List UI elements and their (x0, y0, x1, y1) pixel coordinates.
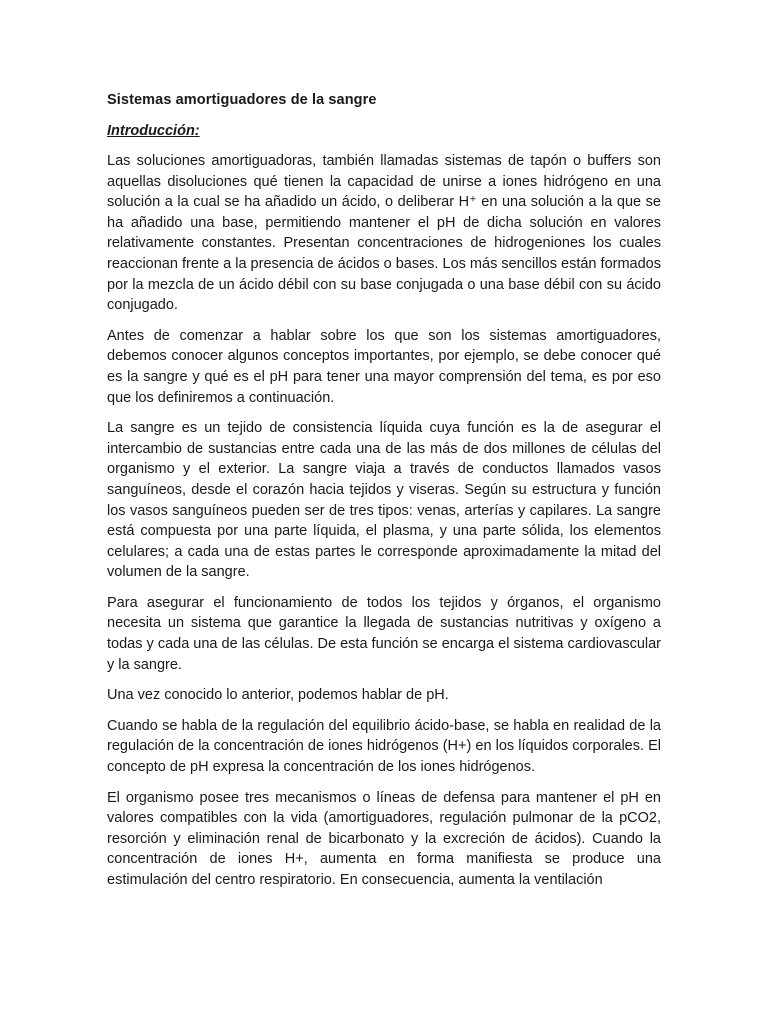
section-heading: Introducción: (107, 123, 200, 139)
document-title: Sistemas amortiguadores de la sangre (107, 92, 377, 108)
document-page (107, 90, 661, 891)
paragraph-6: Cuando se habla de la regulación del equilibrio ácido-base, se habla en realidad de la regulación de la concentración de iones hidrógenos (H+) en los líquidos corporales. El concepto de pH expresa la concentración de los iones hidrógenos. (107, 717, 661, 776)
paragraph-7: El organismo posee tres mecanismos o líneas de defensa para mantener el pH en valores compatibles con la vida (amortiguadores, regulación pulmonar de la pCO2, resorción y eliminación renal de bicarbonato y la excreción de ácidos). Cuando la concentración de iones H+, aumenta en forma manifiesta se produce una estimulación del centro respiratorio. En consecuencia, aumenta la ventilación (107, 789, 661, 888)
paragraph-4: Para asegurar el funcionamiento de todos los tejidos y órganos, el organismo necesita un sistema que garantice la llegada de sustancias nutritivas y oxígeno a todas y cada una de las células. De esta función se encarga el sistema cardiovascular y la sangre. (107, 594, 661, 673)
paragraph-2: Antes de comenzar a hablar sobre los que son los sistemas amortiguadores, debemos conocer algunos conceptos importantes, por ejemplo, se debe conocer qué es la sangre y qué es el pH para tener una mayor comprensión del tema, es por eso que los definiremos a continuación. (107, 327, 661, 406)
paragraph-1: Las soluciones amortiguadoras, también llamadas sistemas de tapón o buffers son aquellas disoluciones qué tienen la capacidad de unirse a iones hidrógeno en una solución a la cual se ha añadido un ácido, o deliberar H⁺ en una solución a la que se ha añadido una base, permitiendo mantener el pH de dicha solución en valores relativamente constantes. Presentan concentraciones de hidrogeniones los cuales reaccionan frente a la presencia de ácidos o bases. Los más sencillos están formados por la mezcla de un ácido débil con su base conjugada o una base débil con su ácido conjugado. (107, 153, 661, 314)
paragraph-3: La sangre es un tejido de consistencia líquida cuya función es la de asegurar el intercambio de sustancias entre cada una de las más de dos millones de células del organismo y el exterior. La sangre viaja a través de conductos llamados vasos sanguíneos, desde el corazón hacia tejidos y viseras. Según su estructura y función los vasos sanguíneos pueden ser de tres tipos: venas, arterías y capilares. La sangre está compuesta por una parte líquida, el plasma, y una parte sólida, los elementos celulares; a cada una de estas partes le corresponde aproximadamente la mitad del volumen de la sangre. (107, 420, 661, 581)
paragraph-5: Una vez conocido lo anterior, podemos hablar de pH. (107, 687, 449, 704)
